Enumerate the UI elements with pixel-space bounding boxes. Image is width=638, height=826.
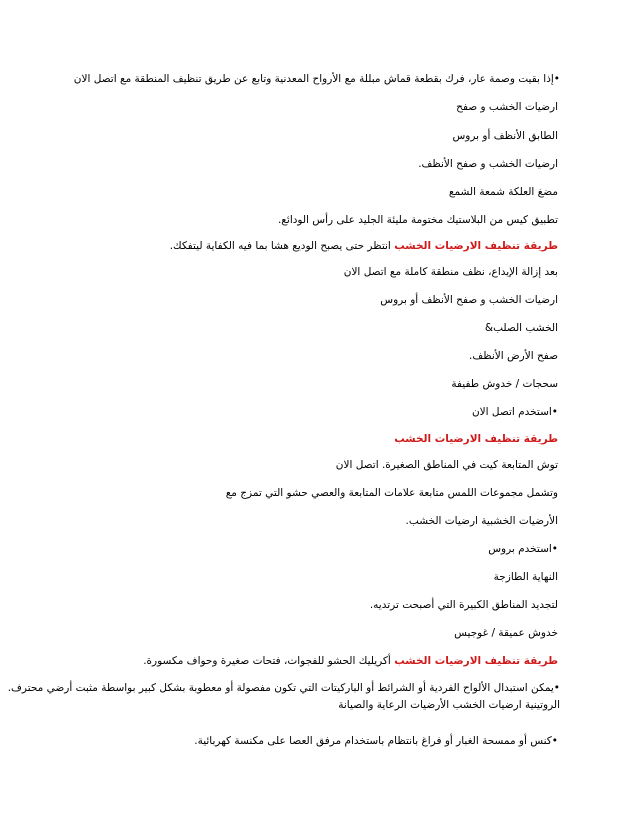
text-line: مضغ العلكة شمعة الشمع bbox=[448, 186, 558, 198]
text-line: الخشب الصلب& bbox=[484, 322, 558, 334]
heading-text: طريقة تنظيف الارضيات الخشب bbox=[394, 433, 558, 445]
section-heading-1 bbox=[170, 239, 558, 253]
text-line: النهاية الطازجة bbox=[493, 571, 558, 583]
section-heading-3 bbox=[143, 654, 558, 668]
text-line: الأرضيات الخشبية ارضيات الخشب. bbox=[405, 515, 558, 527]
text-line: سحجات / خدوش طفيفة bbox=[451, 378, 558, 390]
text-line: بعد إزالة الإيداع، نظف منطقة كاملة مع اتصل الان bbox=[343, 266, 558, 278]
text-line: ارضيات الخشب و صفح الأنظف أو بروس bbox=[380, 294, 558, 306]
section-heading-2 bbox=[394, 432, 558, 446]
text-line: تطبيق كيس من البلاستيك مختومة مليئة الجليد على رأس الودائع. bbox=[277, 214, 558, 226]
paragraph-line: •يمكن استبدال الألواح الفردية أو الشرائط أو الباركيتات التي تكون مفصولة أو معطوبة بشكل كبير بواسطة مثبت أرضي محترف. bbox=[7, 682, 560, 694]
text-line: ارضيات الخشب و صفح الأنظف. bbox=[418, 158, 558, 170]
text-line: توش المتابعة كيت في المناطق الصغيرة. اتصل الان bbox=[335, 459, 558, 471]
text-line-sweep: •كنس أو ممسحة الغبار أو فراغ بانتظام باستخدام مرفق العصا على مكنسة كهربائية. bbox=[194, 735, 558, 747]
paragraph-replacement bbox=[7, 680, 560, 714]
text-line: وتشمل مجموعات اللمس متابعة علامات المتابعة والعصي حشو التي تمزج مع bbox=[225, 487, 558, 499]
text-line: •استخدم اتصل الان bbox=[471, 406, 558, 418]
text-line: ارضيات الخشب و صفح bbox=[456, 101, 558, 113]
text-line: •استخدم بروس bbox=[488, 543, 558, 555]
text-line: خدوش عميقة / غوجيس bbox=[454, 627, 558, 639]
heading-tail-text: أكريليك الحشو للفجوات، فتحات صغيرة وحواف مكسورة. bbox=[143, 655, 395, 667]
text-line-stain: •إذا بقيت وصمة عار، فرك بقطعة قماش مبللة مع الأرواح المعدنية وتابع عن طريق تنظيف المنطقة مع اتصل الان bbox=[73, 73, 560, 85]
heading-text: طريقة تنظيف الارضيات الخشب bbox=[394, 240, 558, 252]
heading-tail-text: انتظر حتى يصبح الوديع هشا بما فيه الكفاية ليتفكك. bbox=[169, 240, 395, 252]
text-line: الطابق الأنظف أو بروس bbox=[452, 130, 558, 142]
paragraph-line: الروتينية ارضيات الخشب الأرضيات الرعاية والصيانة bbox=[338, 699, 560, 711]
text-line: صفح الأرض الأنظف. bbox=[469, 350, 558, 362]
heading-text: طريقة تنظيف الارضيات الخشب bbox=[394, 655, 558, 667]
text-line: لتجديد المناطق الكبيرة التي أصبحت ترتديه. bbox=[369, 599, 558, 611]
